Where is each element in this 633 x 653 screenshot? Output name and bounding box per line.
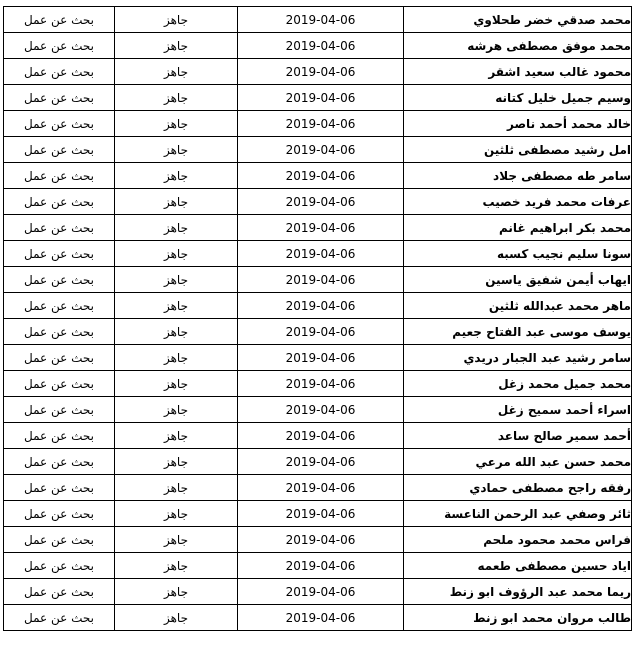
- table-row: [4, 449, 632, 475]
- table-row: [4, 33, 632, 59]
- person-name-cell: اسراء أحمد سميح زغل: [404, 397, 632, 423]
- table-row: [4, 215, 632, 241]
- date-cell: 2019-04-06: [238, 397, 404, 423]
- date-cell: 2019-04-06: [238, 553, 404, 579]
- reason-cell: بحث عن عمل: [4, 501, 115, 527]
- person-name-cell: ايهاب أيمن شفيق ياسين: [404, 267, 632, 293]
- status-cell: جاهز: [115, 33, 238, 59]
- person-name-cell: طالب مروان محمد ابو زنط: [404, 605, 632, 631]
- date-cell: 2019-04-06: [238, 319, 404, 345]
- date-cell: 2019-04-06: [238, 605, 404, 631]
- reason-cell: بحث عن عمل: [4, 189, 115, 215]
- date-cell: 2019-04-06: [238, 33, 404, 59]
- status-cell: جاهز: [115, 605, 238, 631]
- roster-table: [3, 6, 632, 631]
- table-row: [4, 579, 632, 605]
- status-cell: جاهز: [115, 7, 238, 33]
- table-row: [4, 293, 632, 319]
- reason-cell: بحث عن عمل: [4, 59, 115, 85]
- reason-cell: بحث عن عمل: [4, 215, 115, 241]
- status-cell: جاهز: [115, 501, 238, 527]
- table-row: [4, 553, 632, 579]
- date-cell: 2019-04-06: [238, 241, 404, 267]
- person-name-cell: فراس محمد محمود ملحم: [404, 527, 632, 553]
- reason-cell: بحث عن عمل: [4, 319, 115, 345]
- table-row: [4, 189, 632, 215]
- table-row: [4, 397, 632, 423]
- table-row: [4, 527, 632, 553]
- reason-cell: بحث عن عمل: [4, 111, 115, 137]
- reason-cell: بحث عن عمل: [4, 605, 115, 631]
- status-cell: جاهز: [115, 371, 238, 397]
- status-cell: جاهز: [115, 293, 238, 319]
- date-cell: 2019-04-06: [238, 85, 404, 111]
- status-cell: جاهز: [115, 111, 238, 137]
- reason-cell: بحث عن عمل: [4, 137, 115, 163]
- person-name-cell: سامر طه مصطفى جلاد: [404, 163, 632, 189]
- date-cell: 2019-04-06: [238, 527, 404, 553]
- reason-cell: بحث عن عمل: [4, 85, 115, 111]
- reason-cell: بحث عن عمل: [4, 371, 115, 397]
- date-cell: 2019-04-06: [238, 111, 404, 137]
- status-cell: جاهز: [115, 85, 238, 111]
- person-name-cell: محمد حسن عبد الله مرعي: [404, 449, 632, 475]
- person-name-cell: محمد صدقي خضر طحلاوي: [404, 7, 632, 33]
- person-name-cell: سامر رشيد عبد الجبار دريدي: [404, 345, 632, 371]
- reason-cell: بحث عن عمل: [4, 475, 115, 501]
- date-cell: 2019-04-06: [238, 449, 404, 475]
- reason-cell: بحث عن عمل: [4, 7, 115, 33]
- date-cell: 2019-04-06: [238, 189, 404, 215]
- person-name-cell: امل رشيد مصطفى ثلثين: [404, 137, 632, 163]
- table-row: [4, 319, 632, 345]
- table-row: [4, 345, 632, 371]
- reason-cell: بحث عن عمل: [4, 163, 115, 189]
- table-row: [4, 85, 632, 111]
- person-name-cell: خالد محمد أحمد ناصر: [404, 111, 632, 137]
- status-cell: جاهز: [115, 579, 238, 605]
- table-row: [4, 59, 632, 85]
- person-name-cell: يوسف موسى عبد الفتاح جعيم: [404, 319, 632, 345]
- person-name-cell: ماهر محمد عبدالله ثلثين: [404, 293, 632, 319]
- date-cell: 2019-04-06: [238, 293, 404, 319]
- person-name-cell: أحمد سمير صالح ساعد: [404, 423, 632, 449]
- reason-cell: بحث عن عمل: [4, 345, 115, 371]
- table-row: [4, 501, 632, 527]
- date-cell: 2019-04-06: [238, 267, 404, 293]
- status-cell: جاهز: [115, 59, 238, 85]
- status-cell: جاهز: [115, 163, 238, 189]
- table-row: [4, 7, 632, 33]
- status-cell: جاهز: [115, 215, 238, 241]
- table-row: [4, 163, 632, 189]
- date-cell: 2019-04-06: [238, 475, 404, 501]
- reason-cell: بحث عن عمل: [4, 579, 115, 605]
- reason-cell: بحث عن عمل: [4, 527, 115, 553]
- person-name-cell: محمد بكر ابراهيم غانم: [404, 215, 632, 241]
- reason-cell: بحث عن عمل: [4, 241, 115, 267]
- date-cell: 2019-04-06: [238, 163, 404, 189]
- reason-cell: بحث عن عمل: [4, 423, 115, 449]
- reason-cell: بحث عن عمل: [4, 449, 115, 475]
- date-cell: 2019-04-06: [238, 345, 404, 371]
- status-cell: جاهز: [115, 397, 238, 423]
- date-cell: 2019-04-06: [238, 579, 404, 605]
- status-cell: جاهز: [115, 267, 238, 293]
- person-name-cell: محمد موفق مصطفى هرشه: [404, 33, 632, 59]
- status-cell: جاهز: [115, 553, 238, 579]
- table-row: [4, 111, 632, 137]
- person-name-cell: سونا سليم نجيب كسبه: [404, 241, 632, 267]
- status-cell: جاهز: [115, 241, 238, 267]
- person-name-cell: وسيم جميل خليل كتانه: [404, 85, 632, 111]
- person-name-cell: اياد حسين مصطفى طعمه: [404, 553, 632, 579]
- person-name-cell: عرفات محمد فريد خصيب: [404, 189, 632, 215]
- date-cell: 2019-04-06: [238, 501, 404, 527]
- date-cell: 2019-04-06: [238, 215, 404, 241]
- table-row: [4, 137, 632, 163]
- date-cell: 2019-04-06: [238, 137, 404, 163]
- person-name-cell: رفقه راجح مصطفى حمادي: [404, 475, 632, 501]
- status-cell: جاهز: [115, 319, 238, 345]
- date-cell: 2019-04-06: [238, 59, 404, 85]
- table-row: [4, 267, 632, 293]
- status-cell: جاهز: [115, 449, 238, 475]
- table-row: [4, 241, 632, 267]
- table-row: [4, 605, 632, 631]
- status-cell: جاهز: [115, 475, 238, 501]
- reason-cell: بحث عن عمل: [4, 33, 115, 59]
- status-cell: جاهز: [115, 527, 238, 553]
- date-cell: 2019-04-06: [238, 423, 404, 449]
- date-cell: 2019-04-06: [238, 371, 404, 397]
- reason-cell: بحث عن عمل: [4, 267, 115, 293]
- person-name-cell: ريما محمد عبد الرؤوف ابو زنط: [404, 579, 632, 605]
- roster-body: [4, 7, 632, 631]
- table-row: [4, 371, 632, 397]
- status-cell: جاهز: [115, 189, 238, 215]
- date-cell: 2019-04-06: [238, 7, 404, 33]
- status-cell: جاهز: [115, 137, 238, 163]
- person-name-cell: محمد جميل محمد زغل: [404, 371, 632, 397]
- reason-cell: بحث عن عمل: [4, 293, 115, 319]
- person-name-cell: ثائر وصفي عبد الرحمن الناعسة: [404, 501, 632, 527]
- table-row: [4, 423, 632, 449]
- reason-cell: بحث عن عمل: [4, 397, 115, 423]
- reason-cell: بحث عن عمل: [4, 553, 115, 579]
- person-name-cell: محمود غالب سعيد اشقر: [404, 59, 632, 85]
- table-row: [4, 475, 632, 501]
- status-cell: جاهز: [115, 423, 238, 449]
- status-cell: جاهز: [115, 345, 238, 371]
